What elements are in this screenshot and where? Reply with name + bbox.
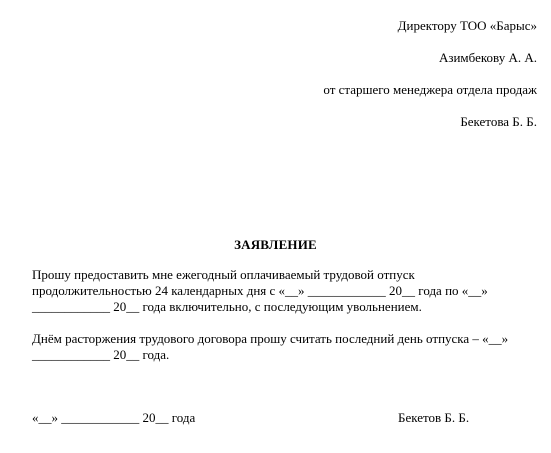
paragraph-1-line-2: продолжительностью 24 календарных дня с «__» ____________ 20__ года по «__» — [32, 283, 488, 298]
sender-name: Бекетова Б. Б. — [460, 114, 537, 129]
footer-signature: Бекетов Б. Б. — [398, 410, 470, 425]
paragraph-2-line-2: ____________ 20__ года. — [32, 347, 170, 362]
paragraph-2-line-1: Днём расторжения трудового договора прошу считать последний день отпуска – «__» — [32, 331, 509, 346]
footer-date: «__» ____________ 20__ года — [32, 410, 196, 425]
paragraph-1-line-1: Прошу предоставить мне ежегодный оплачиваемый трудовой отпуск — [32, 267, 415, 282]
paragraph-1-line-3: ____________ 20__ года включительно, с последующим увольнением. — [32, 299, 422, 314]
document-title: ЗАЯВЛЕНИЕ — [234, 237, 317, 252]
addressee-name: Азимбекову А. А. — [438, 50, 537, 65]
addressee-line: Директору ТОО «Барыс» — [397, 18, 537, 33]
sender-position: от старшего менеджера отдела продаж — [323, 82, 537, 97]
